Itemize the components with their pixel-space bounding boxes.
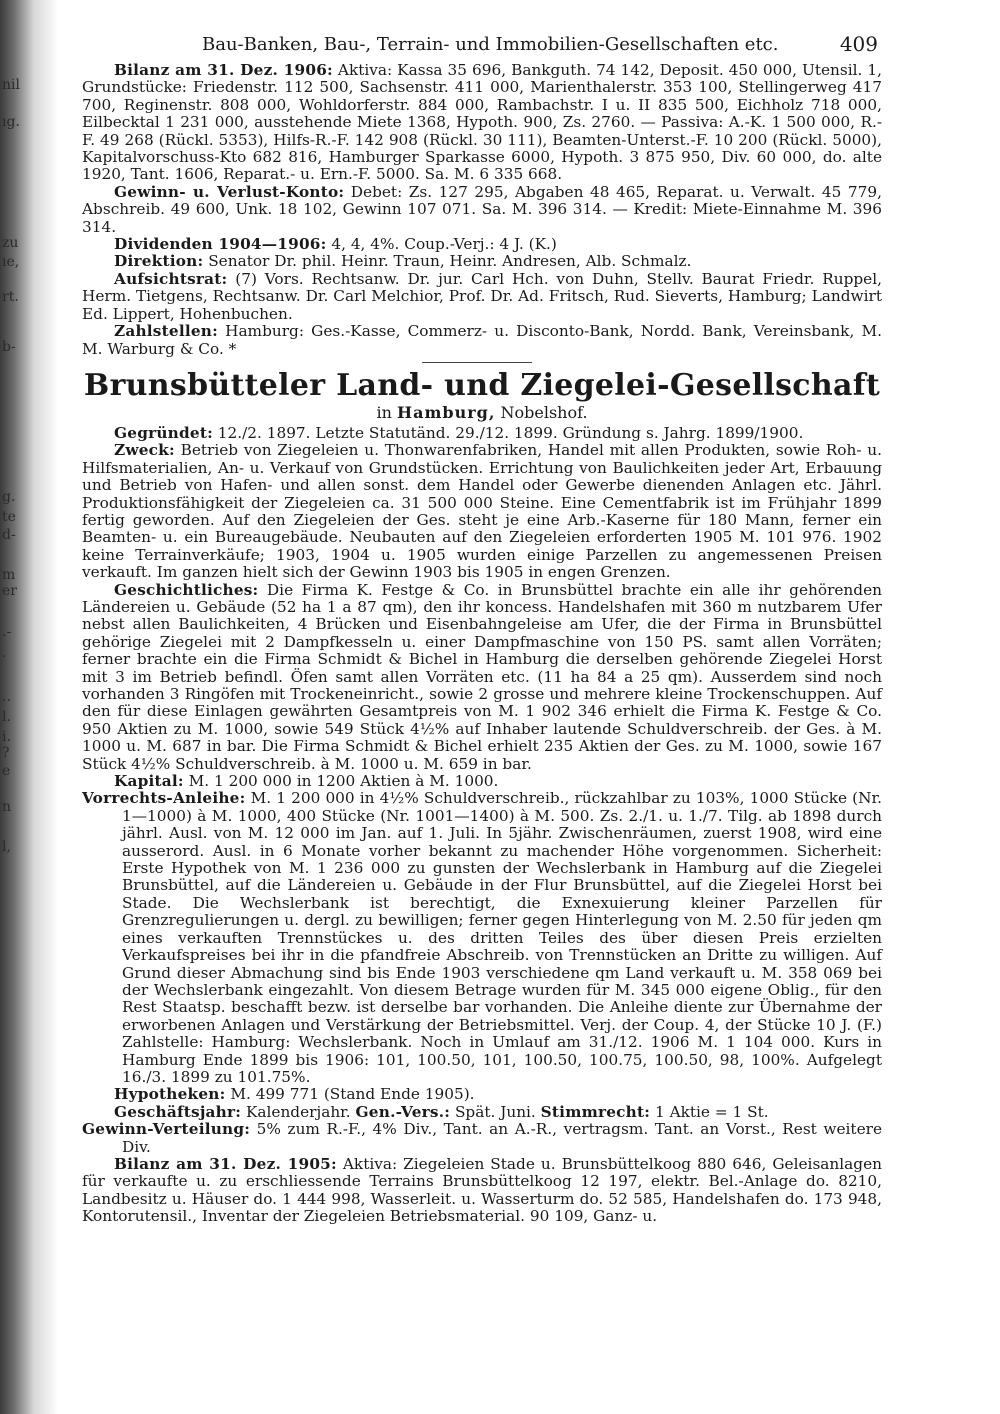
bilanz-1906-text: Aktiva: Kassa 35 696, Bankguth. 74 142, Deposit. 450 000, Utensil. 1, Grundstücke: Friedenstr. 112 500, Sachsenstr. 411 000, Marienthalerstr. 353 100, Stellingerweg 417 700, Reginenstr. 808 000, Wohldorferstr. 884 000, Rambachstr. I u. II 835 500, Eichholz 718 000, Eilbecktal 1 231 000, ausstehende Miete 1368, Hypoth. 900, Zs. 2760. — Passiva: A.-K. 1 500 000, R.-F. 49 268 (Rückl. 5353), Hilfs-R.-F. 142 908 (Rückl. 30 111), Beamten-Unterst.-F. 10 200 (Rückl. 5000), Kapitalvorschuss-Kto 682 816, Hamburger Sparkasse 6000, Hypoth. 3 875 950, Div. 60 000, do. alte 1920, Tant. 1606, Reparat.- u. Ern.-F. 5000. Sa. M. 6 335 668. [82,61,882,184]
direktion-label: Direktion: [114,252,204,271]
dividenden-text: 4, 4, 4%. Coup.-Verj.: 4 J. (K.) [326,235,557,254]
anleihe-label: Vorrechts-Anleihe: [82,789,246,808]
gewinn-verteilung-label: Gewinn-Verteilung: [82,1120,251,1139]
book-binding-shadow [0,0,58,1414]
gewinn-konto-paragraph [82,184,882,236]
section-divider [422,362,532,363]
gen-vers-text: Spät. Juni. [450,1102,536,1121]
zweck-label: Zweck: [114,441,175,460]
geschaeftsjahr-label: Geschäftsjahr: [114,1102,242,1121]
margin-fragment: l. [2,709,11,725]
hypotheken-paragraph [82,1086,882,1103]
geschichtliches-label: Geschichtliches: [114,580,259,599]
book-page [82,28,882,1226]
bilanz-1905-label: Bilanz am 31. Dez. 1905: [114,1154,337,1173]
zahlstellen-paragraph [82,323,882,358]
gegruendet-label: Gegründet: [114,423,213,442]
gegruendet-text: 12./2. 1897. Letzte Statutänd. 29./12. 1899. Gründung s. Jahrg. 1899/1900. [212,423,804,442]
direktion-text: Senator Dr. phil. Heinr. Traun, Heinr. Andresen, Alb. Schmalz. [203,252,692,271]
margin-fragment: e [2,763,11,779]
aufsichtsrat-label: Aufsichtsrat: [114,269,228,288]
margin-fragment: m [2,567,16,583]
previous-entry [82,62,882,358]
dividenden-label: Dividenden 1904—1906: [114,235,327,254]
margin-fragment: ıe, [2,254,20,270]
anleihe-text: M. 1 200 000 in 4½% Schuldverschreib., rückzahlbar zu 103%, 1000 Stücke (Nr. 1—1000) à M. 1000, 400 Stücke (Nr. 1001—1400) à M. 500. Zs. 2./1. u. 1./7. Tilg. ab 1898 durch jährl. Ausl. von M. 12 000 im Jan. auf 1. Juli. In 5jähr. Zwischenräumen, zuerst 1908, wird eine ausserord. Ausl. in 6 Monate vorher bekannt zu machender Höhe vorgenommen. Sicherheit: Erste Hypothek von M. 1 236 000 zu gunsten der Wechslerbank in Hamburg auf die Ziegelei Brunsbüttel, auf die Ländereien u. Gebäude in der Flur Brunsbüttel, auf die Ziegelei Horst bei Stade. Die Wechslerbank ist berechtigt, die Exnexuierung kleiner Parzellen für Grenzregulierungen u. dergl. zu bewilligen; ferner gegen Hinterlegung von M. 2.50 für jeden qm eines verkauften Trennstückes u. des dritten Teiles des über diesen Preis erzielten Verkaufspreises bei ihr in die pfandfreie Abschreib. von Trennstücken an Dritte zu willigen. Auf Grund dieser Abmachung sind bis Ende 1903 verschiedene qm Land verkauft u. M. 358 069 bei der Wechslerbank eingezahlt. Von diesem Betrage wurden für M. 345 000 eigene Oblig., für den Rest Staatsp. beschafft bezw. ist derselbe bar vorhanden. Die Anleihe diente zur Übernahme der erworbenen Anlagen und Verstärkung der Betriebsmittel. Verj. der Coup. 4, der Stücke 10 J. (F.) Zahlstelle: Hamburg: Wechslerbank. Noch in Umlauf am 31./12. 1906 M. 1 104 000. Kurs in Hamburg Ende 1899 bis 1906: 101, 100.50, 101, 100.50, 100.75, 100.50, 98, 100%. Aufgelegt 16./3. 1899 zu 101.75%. [122,789,882,1086]
geschaeftsjahr-text: Kalenderjahr. [241,1102,351,1121]
bilanz-1905-text: Aktiva: Ziegeleien Stade u. Brunsbüttelkoog 880 646, Geleisanlagen für verkaufte u. zu erschliessende Terrains Brunsbüttelkoog 12 197, elektr. Bel.-Anlage do. 8210, Landbesitz u. Häuser do. 1 444 998, Wasserleit. u. Wasserturm do. 52 585, Handelshafen do. 173 948, Kontorutensil., Inventar der Ziegeleien Betriebsmaterial. 90 109, Ganz- u. [82,1154,882,1226]
gewinn-verteilung-paragraph [82,1121,882,1156]
gewinn-konto-label: Gewinn- u. Verlust-Konto: [114,182,345,201]
bilanz-1906-label: Bilanz am 31. Dez. 1906: [114,61,333,79]
margin-fragment: nil [2,77,20,93]
zweck-paragraph [82,442,882,581]
margin-fragment: zu [2,235,19,251]
margin-fragment: er [2,583,17,599]
geschichtliches-text: Die Firma K. Festge & Co. in Brunsbüttel brachte ein alle ihr gehörenden Ländereien u. Gebäude (52 ha 1 a 87 qm), den ihr koncess. Handelshafen mit 360 m nutzbarem Ufer nebst allen Baulichkeiten, 4 Brücken und Eisenbahngeleise am Ufer, die der Firma in Brunsbüttel gehörige Ziegelei mit 2 Dampfkesseln u. einer Dampfmaschine von 150 PS. samt allen Vorräten; ferner brachte ein die Firma Schmidt & Bichel in Hamburg die derselben gehörende Ziegelei Horst mit 3 im Betrieb befindl. Öfen samt allen Vorräten etc. (11 ha 84 a 25 qm). Ausserdem sind noch vorhanden 3 Ringöfen mit Trockeneinricht., sowie 2 grosse und mehrere kleine Trockenschuppen. Auf den für diese Einlagen gewährten Gesamtpreis von M. 1 902 346 erhielt die Firma K. Festge & Co. 950 Aktien zu M. 1000, sowie 549 Stück 4½% auf Inhaber lautende Schuldverschreib. der Ges. à M. 1000 u. M. 687 in bar. Die Firma Schmidt & Bichel erhielt 235 Aktien der Ges. zu M. 1000, sowie 167 Stück 4½% Schuldverschreib. à M. 1000 u. M. 659 in bar. [82,580,882,773]
running-header-title: Bau-Banken, Bau-, Terrain- und Immobilien-Gesellschaften etc. [202,34,779,55]
page-number: 409 [839,32,878,56]
margin-fragment: .- [2,624,12,640]
direktion-paragraph [82,253,882,270]
anleihe-paragraph [82,790,882,1086]
gewinn-verteilung-text: 5% zum R.-F., 4% Div., Tant. an A.-R., vertragsm. Tant. an Vorst., Rest weitere Div. [122,1120,882,1156]
dividenden-paragraph [82,236,882,253]
bilanz-1906-paragraph [82,62,882,184]
gegruendet-paragraph [82,425,882,442]
location-city: Hamburg, [396,402,496,422]
gewinn-konto-text: Debet: Zs. 127 295, Abgaben 48 465, Reparat. u. Verwalt. 45 779, Abschreib. 49 600, Unk. 18 102, Gewinn 107 071. Sa. M. 396 314. — Kredit: Miete-Einnahme M. 396 314. [82,182,882,236]
hypotheken-label: Hypotheken: [114,1085,226,1104]
margin-fragment: ? [2,745,10,761]
margin-fragment: g. [2,489,16,505]
company-title: Brunsbütteler Land- und Ziegelei-Gesellschaft [83,367,881,403]
zahlstellen-text: Hamburg: Ges.-Kasse, Commerz- u. Disconto-Bank, Nordd. Bank, Vereinsbank, M. M. Warburg & Co. * [82,322,882,358]
margin-fragment: d- [2,527,16,543]
zahlstellen-label: Zahlstellen: [114,322,218,341]
margin-fragment: rt. [2,289,19,305]
company-location [82,403,882,423]
running-header [82,28,882,62]
kapital-paragraph [82,773,882,790]
margin-fragment: l, [2,839,11,855]
company-entry [82,425,882,1226]
kapital-label: Kapital: [114,772,184,791]
margin-fragment: ıg. [2,114,20,130]
margin-fragment: · [2,649,7,665]
margin-fragment: b- [2,339,16,355]
stimmrecht-text: 1 Aktie = 1 St. [650,1102,769,1121]
geschichtliches-paragraph [82,582,882,773]
location-suffix: Nobelshof. [500,402,588,422]
margin-fragment: .. [2,689,11,705]
kapital-text: M. 1 200 000 in 1200 Aktien à M. 1000. [183,772,499,791]
zweck-text: Betrieb von Ziegeleien u. Thonwarenfabriken, Handel mit allen Produkten, sowie Roh- u. Hilfsmaterialien, An- u. Verkauf von Grundstücken. Errichtung von Baulichkeiten jeder Art, Erbauung und Betrieb von Hafen- und allen sonst. dem Handel oder Gewerbe dienenden Anlagen etc. Jährl. Produktionsfähigkeit der Ziegeleien ca. 31 500 000 Steine. Eine Cementfabrik ist im Frühjahr 1899 fertig geworden. Auf den Ziegeleien der Ges. steht je eine Arb.-Kaserne für 180 Mann, ferner ein Beamten- u. ein Bureaugebäude. Neubauten auf den Ziegeleien erforderten 1905 M. 101 976. 1902 keine Terrainverkäufe; 1903, 1904 u. 1905 wurden einige Parzellen zu angemessenen Preisen verkauft. Im ganzen hielt sich der Gewinn 1903 bis 1905 in engen Grenzen. [82,441,882,582]
margin-fragment: te [2,509,16,525]
margin-fragment: i. [2,729,11,745]
aufsichtsrat-paragraph [82,271,882,323]
hypotheken-text: M. 499 771 (Stand Ende 1905). [225,1085,475,1104]
location-prefix: in [376,402,392,422]
margin-fragment: n [2,799,12,815]
stimmrecht-label: Stimmrecht: [540,1102,651,1121]
geschaeftsjahr-paragraph [82,1104,882,1121]
aufsichtsrat-text: (7) Vors. Rechtsanw. Dr. jur. Carl Hch. von Duhn, Stellv. Baurat Friedr. Ruppel, Herm. Tietgens, Rechtsanw. Dr. Carl Melchior, Prof. Dr. Ad. Fritsch, Rud. Sieverts, Hamburg; Landwirt Ed. Lippert, Hohenbuchen. [82,269,882,323]
gen-vers-label: Gen.-Vers.: [355,1102,451,1121]
bilanz-1905-paragraph [82,1156,882,1226]
